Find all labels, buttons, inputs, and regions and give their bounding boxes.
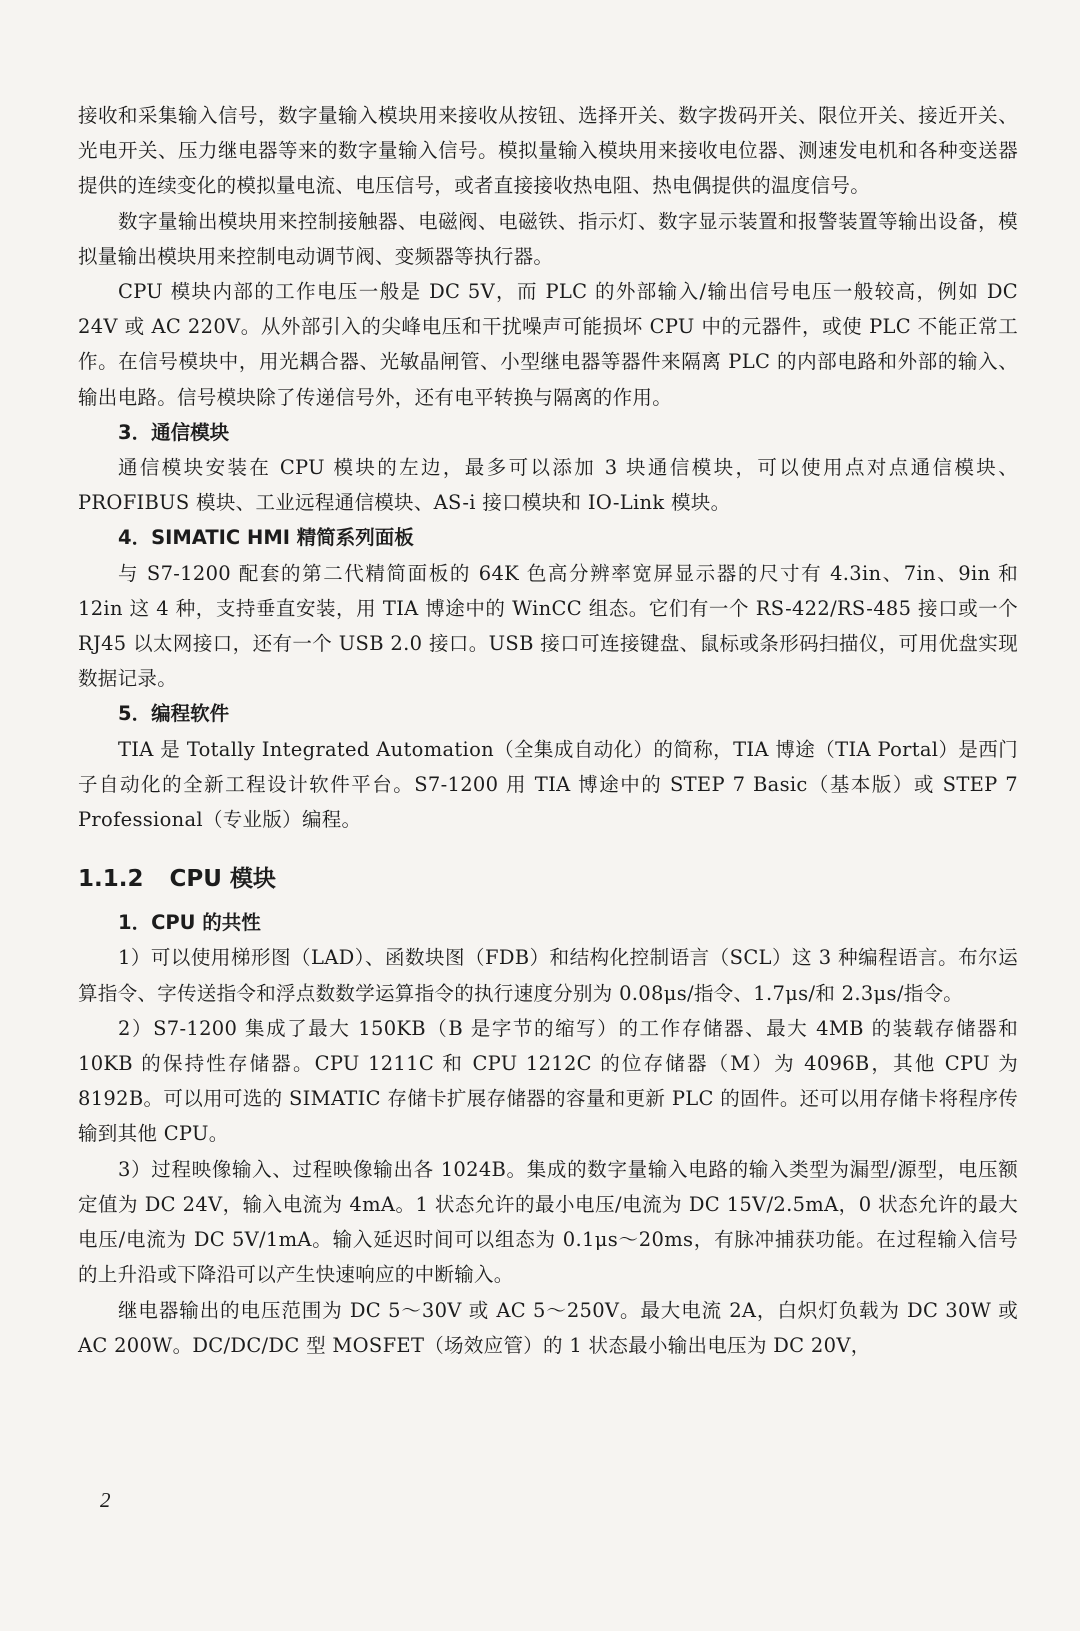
paragraph-input-modules: 接收和采集输入信号，数字量输入模块用来接收从按钮、选择开关、数字拨码开关、限位开关、接近开关、光电开关、压力继电器等来的数字量输入信号。模拟量输入模块用来接收电位器、测速发电机和各种变送器提供的连续变化的模拟量电流、电压信号，或者直接接收热电阻、热电偶提供的温度信号。	[78, 104, 1018, 198]
section-heading-cpu-module	[78, 837, 1018, 905]
page-number: 2	[100, 1488, 111, 1512]
paragraph-communication-module: 通信模块安装在 CPU 模块的左边，最多可以添加 3 块通信模块，可以使用点对点通信模块、PROFIBUS 模块、工业远程通信模块、AS-i 接口模块和 IO-Link 模块。	[78, 456, 1018, 515]
paragraph-hmi-panel: 与 S7-1200 配套的第二代精简面板的 64K 色高分辨率宽屏显示器的尺寸有 4.3in、7in、9in 和 12in 这 4 种，支持垂直安装，用 TIA 博途中的 WinCC 组态。它们有一个 RS-422/RS-485 接口或一个 RJ45 以太网接口，还有一个 USB 2.0 接口。USB 接口可连接键盘、鼠标或条形码扫描仪，可用优盘实现数据记录。	[78, 561, 1018, 691]
subheading-hmi-panel: 4．SIMATIC HMI 精简系列面板	[118, 526, 414, 550]
paragraph-process-image: 3）过程映像输入、过程映像输出各 1024B。集成的数字量输入电路的输入类型为漏型/源型，电压额定值为 DC 24V，输入电流为 4mA。1 状态允许的最小电压/电流为 DC 15V/2.5mA，0 状态允许的最大电压/电流为 DC 5V/1mA。输入延迟时间可以组态为 0.1μs～20ms，有脉冲捕获功能。在过程输入信号的上升沿或下降沿可以产生快速响应的中断输入。	[78, 1157, 1018, 1287]
page-body	[78, 98, 1018, 1363]
subheading-programming-software: 5．编程软件	[118, 702, 230, 726]
subheading-communication-module: 3．通信模块	[118, 420, 230, 444]
section-number: 1.1.2	[78, 866, 144, 893]
paragraph-cpu-voltage: CPU 模块内部的工作电压一般是 DC 5V，而 PLC 的外部输入/输出信号电压一般较高，例如 DC 24V 或 AC 220V。从外部引入的尖峰电压和干扰噪声可能损坏 CPU 中的元器件，或使 PLC 不能正常工作。在信号模块中，用光耦合器、光敏晶闸管、小型继电器等器件来隔离 PLC 的内部电路和外部的输入、输出电路。信号模块除了传递信号外，还有电平转换与隔离的作用。	[78, 280, 1018, 409]
paragraph-programming-languages: 1）可以使用梯形图（LAD）、函数块图（FDB）和结构化控制语言（SCL）这 3 种编程语言。布尔运算指令、字传送指令和浮点数数学运算指令的执行速度分别为 0.08μs/指令、1.7μs/和 2.3μs/指令。	[78, 946, 1018, 1005]
subheading-cpu-commonality: 1．CPU 的共性	[118, 911, 261, 935]
paragraph-relay-output: 继电器输出的电压范围为 DC 5～30V 或 AC 5～250V。最大电流 2A，白炽灯负载为 DC 30W 或 AC 200W。DC/DC/DC 型 MOSFET（场效应管）的 1 状态最小输出电压为 DC 20V，	[78, 1298, 1018, 1357]
paragraph-programming-software: TIA 是 Totally Integrated Automation（全集成自动化）的简称，TIA 博途（TIA Portal）是西门子自动化的全新工程设计软件平台。S7-1200 用 TIA 博途中的 STEP 7 Basic（基本版）或 STEP 7 Professional（专业版）编程。	[78, 737, 1018, 832]
paragraph-memory: 2）S7-1200 集成了最大 150KB（B 是字节的缩写）的工作存储器、最大 4MB 的装载存储器和 10KB 的保持性存储器。CPU 1211C 和 CPU 1212C 的位存储器（M）为 4096B，其他 CPU 为 8192B。可以用可选的 SIMATIC 存储卡扩展存储器的容量和更新 PLC 的固件。还可以用存储卡将程序传输到其他 CPU。	[78, 1016, 1018, 1146]
paragraph-output-modules: 数字量输出模块用来控制接触器、电磁阀、电磁铁、指示灯、数字显示装置和报警装置等输出设备，模拟量输出模块用来控制电动调节阀、变频器等执行器。	[78, 209, 1018, 268]
section-title: CPU 模块	[169, 866, 276, 893]
